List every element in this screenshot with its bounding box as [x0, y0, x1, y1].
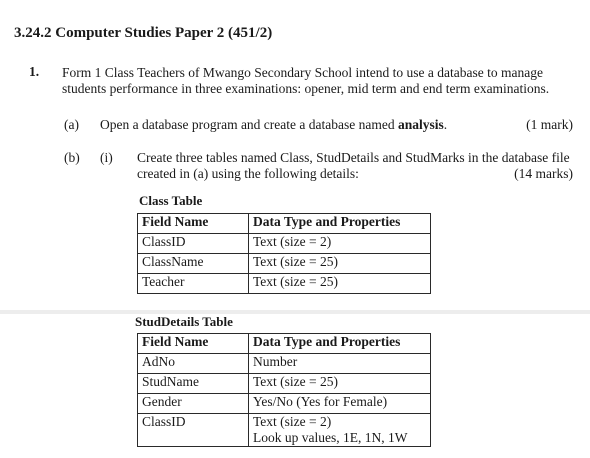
data-type-cell: Text (size = 2)	[249, 234, 431, 254]
part-b-text-line-2: created in (a) using the following details:	[137, 166, 359, 181]
table-row	[138, 274, 431, 294]
table-header-row	[138, 334, 431, 354]
question-number: 1.	[29, 64, 40, 79]
data-type-cell: Yes/No (Yes for Female)	[249, 394, 431, 414]
table-row	[138, 234, 431, 254]
table-header-row	[138, 214, 431, 234]
data-type-cell: Text (size = 25)	[249, 254, 431, 274]
part-a-label: (a)	[64, 117, 79, 132]
question-text-line-1: Form 1 Class Teachers of Mwango Secondary School intend to use a database to manage	[62, 65, 543, 80]
data-type-cell: Text (size = 25)	[249, 274, 431, 294]
part-b-sub-label: (i)	[100, 150, 113, 165]
data-type-cell	[249, 414, 431, 447]
part-b-text	[137, 150, 570, 182]
part-a-text-prefix: Open a database program and create a database named	[100, 117, 398, 132]
studdetails-table-caption: StudDetails Table	[135, 314, 233, 329]
table-row	[138, 374, 431, 394]
field-name-cell: Teacher	[138, 274, 249, 294]
part-b-text-line-1: Create three tables named Class, StudDetails and StudMarks in the database file	[137, 150, 570, 165]
class-table-caption: Class Table	[139, 193, 203, 208]
column-header-data-type: Data Type and Properties	[249, 214, 431, 234]
data-type-value: Text (size = 2)	[253, 414, 332, 429]
question-text	[62, 65, 549, 97]
part-a-marks: (1 mark)	[526, 117, 573, 132]
field-name-cell: StudName	[138, 374, 249, 394]
database-name: analysis	[397, 117, 444, 132]
part-b-marks: (14 marks)	[514, 166, 573, 181]
table-row	[138, 354, 431, 374]
field-name-cell: ClassID	[138, 234, 249, 254]
section-heading: 3.24.2 Computer Studies Paper 2 (451/2)	[14, 25, 273, 41]
lookup-values: Look up values, 1E, 1N, 1W	[253, 430, 408, 445]
part-a-text	[100, 117, 447, 133]
data-type-cell: Number	[249, 354, 431, 374]
question-text-line-2: students performance in three examinations: opener, mid term and end term examinations.	[62, 81, 550, 96]
column-header-data-type: Data Type and Properties	[249, 334, 431, 354]
page-divider	[0, 310, 590, 314]
part-b-label: (b)	[64, 150, 80, 165]
column-header-field-name: Field Name	[138, 334, 249, 354]
data-type-cell: Text (size = 25)	[249, 374, 431, 394]
studdetails-table	[137, 333, 431, 447]
part-a-text-suffix: .	[443, 117, 448, 132]
field-name-cell: ClassID	[138, 414, 249, 447]
table-row	[138, 254, 431, 274]
field-name-cell: ClassName	[138, 254, 249, 274]
table-row	[138, 414, 431, 447]
class-table	[137, 213, 431, 294]
table-row	[138, 394, 431, 414]
field-name-cell: Gender	[138, 394, 249, 414]
column-header-field-name: Field Name	[138, 214, 249, 234]
field-name-cell: AdNo	[138, 354, 249, 374]
